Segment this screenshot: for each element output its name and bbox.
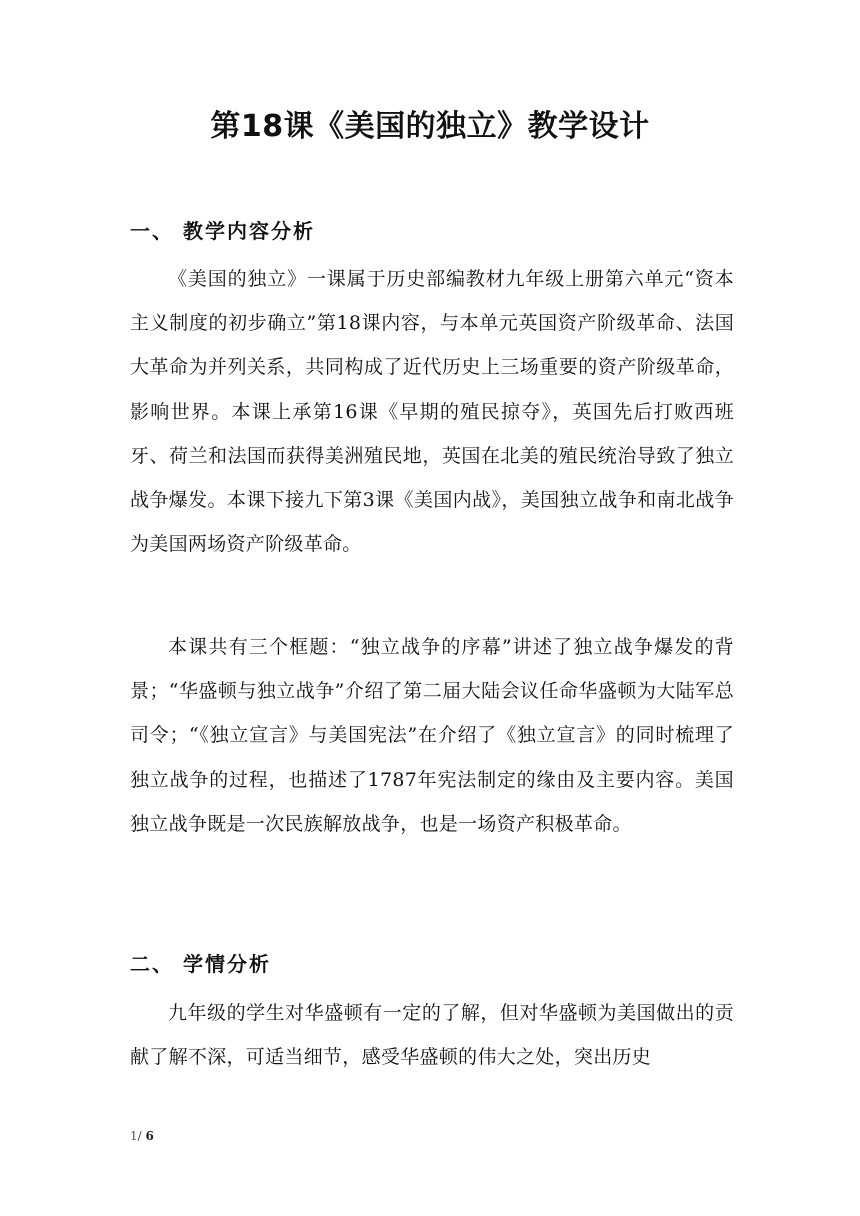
document-title: 第18课《美国的独立》教学设计 xyxy=(210,109,650,144)
page-number xyxy=(130,1128,154,1144)
paragraph-content-analysis-1: 《美国的独立》一课属于历史部编教材九年级上册第六单元“资本主义制度的初步确立”第18课内容，与本单元英国资产阶级革命、法国大革命为并列关系，共同构成了近代历史上三场重要的资产阶级革命，影响世界。本课上承第16课《早期的殖民掠夺》，英国先后打败西班牙、荷兰和法国而获得美洲殖民地，英国在北美的殖民统治导致了独立战争爆发。本课下接九下第3课《美国内战》，美国独立战争和南北战争为美国两场资产阶级革命。 xyxy=(130,268,734,556)
total-page-count: 6 xyxy=(145,1129,154,1143)
section-heading-student-analysis: 二、 学情分析 xyxy=(130,952,271,976)
paragraph-content-analysis-2: 本课共有三个框题：“独立战争的序幕”讲述了独立战争爆发的背景；“华盛顿与独立战争”介绍了第二届大陆会议任命华盛顿为大陆军总司令；“《独立宣言》与美国宪法”在介绍了《独立宣言》的同时梳理了独立战争的过程，也描述了1787年宪法制定的缘由及主要内容。美国独立战争既是一次民族解放战争，也是一场资产积极革命。 xyxy=(130,636,734,835)
section-heading-content-analysis: 一、 教学内容分析 xyxy=(130,219,315,243)
page-number-separator: / xyxy=(137,1129,142,1143)
current-page-number: 1 xyxy=(130,1129,138,1143)
paragraph-student-analysis-1: 九年级的学生对华盛顿有一定的了解，但对华盛顿为美国做出的贡献了解不深，可适当细节，感受华盛顿的伟大之处，突出历史 xyxy=(130,1002,734,1069)
